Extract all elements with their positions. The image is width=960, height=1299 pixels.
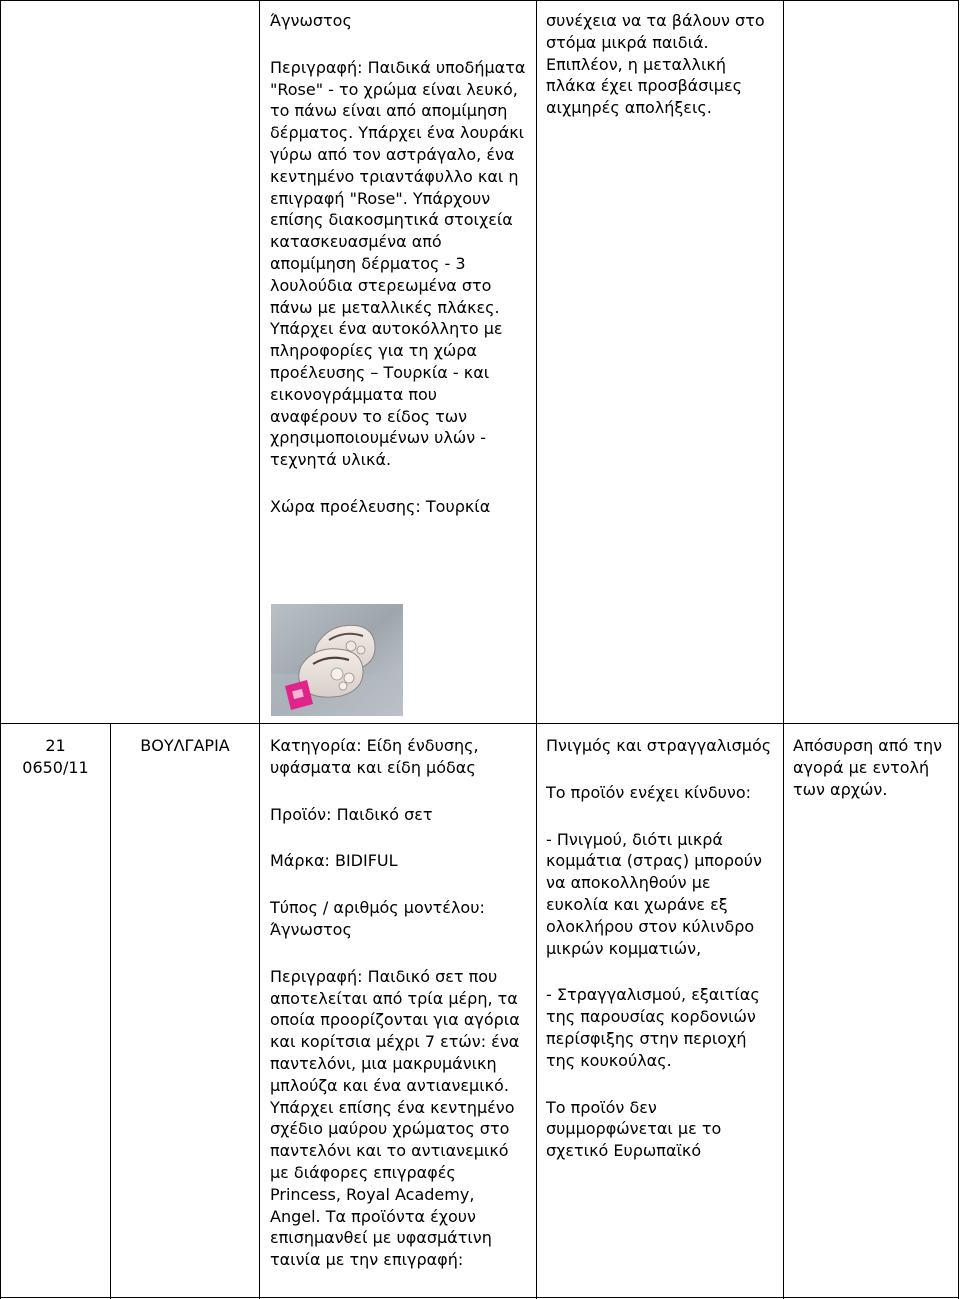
product-details-cell-21 — [270, 735, 528, 1271]
table-border-left — [0, 0, 1, 1299]
baby-shoes-image — [271, 604, 403, 716]
notifying-country-cell — [111, 735, 259, 757]
risk-strangulation: - Στραγγαλισμού, εξαιτίας της παρουσίας κορδονιών περίσφιξης στην περιοχή της κουκούλας. — [546, 985, 760, 1070]
column-divider-3 — [536, 0, 537, 1299]
risk-text: συνέχεια να τα βάλουν στο στόμα μικρά παιδιά. Επιπλέον, η μεταλλική πλάκα έχει προσβάσιμες αιχμηρές απολήξεις. — [546, 11, 765, 118]
table-border-top — [0, 0, 959, 1]
row-divider — [0, 723, 959, 724]
risk-choking: - Πνιγμού, διότι μικρά κομμάτια (στρας) μπορούν να αποκολληθούν με ευκολία και χωράνε εξ ολοκλήρου στον κύλινδρο μικρών κομματιών, — [546, 829, 762, 958]
table-border-right — [958, 0, 959, 1299]
column-divider-2 — [259, 0, 260, 1299]
column-divider-1 — [110, 723, 111, 1299]
product-photo — [271, 604, 403, 716]
product-model: Τύπος / αριθμός μοντέλου: Άγνωστος — [270, 898, 485, 939]
product-brand: Μάρκα: BIDIFUL — [270, 851, 398, 871]
risk-compliance: Το προϊόν δεν συμμορφώνεται με το σχετικό Ευρωπαϊκό — [546, 1097, 722, 1161]
product-description: Περιγραφή: Παιδικά υποδήματα "Rose" - το χρώμα είναι λευκό, το πάνω είναι από απομίμηση δέρματος. Υπάρχει ένα λουράκι γύρω από τον αστράγαλο, ένα κεντημένο τριαντάφυλλο και η επιγραφή "Rose". Υπάρχουν επίσης διακοσμητικά στοιχεία κατασκευασμένα από απομίμηση δέρματος - 3 λουλούδια στερεωμένα στο πάνω με μεταλλικές πλάκες. Υπάρχει ένα αυτοκόλλητο με πληροφορίες για τη χώρα προέλευσης – Τουρκία - και εικονογράμματα που αναφέρουν το είδος των χρησιμοποιουμένων υλών - τεχνητά υλικά. — [270, 57, 526, 470]
measures-taken: Απόσυρση από την αγορά με εντολή των αρχών. — [793, 736, 943, 799]
reference-number: 0650/11 — [22, 757, 89, 777]
entry-number-cell — [1, 735, 110, 779]
product-category: Κατηγορία: Είδη ένδυσης, υφάσματα και είδη μόδας — [270, 736, 479, 777]
product-name: Προϊόν: Παιδικό σετ — [270, 804, 433, 824]
risk-type: Πνιγμός και στραγγαλισμός — [546, 736, 772, 755]
product-description-21: Περιγραφή: Παιδικό σετ που αποτελείται από τρία μέρη, τα οποία προορίζονται για αγόρια και κορίτσια μέχρι 7 ετών: ένα παντελόνι, μια μακρυμάνικη μπλούζα και ένα αντιανεμικό. Υπάρχει επίσης ένα κεντημένο σχέδιο μαύρου χρώματος στο παντελόνι και το αντιανεμικό με διάφορες επιγραφές Princess, Royal Academy, Angel. Τα προϊόντα έχουν επισημανθεί με υφασμάτινη ταινία με την επιγραφή: — [270, 966, 520, 1270]
product-details-cell — [270, 10, 528, 518]
column-divider-4 — [783, 0, 784, 1299]
table-border-bottom — [0, 1297, 959, 1298]
risk-continuation-cell — [546, 10, 776, 119]
country-of-origin: Χώρα προέλευσης: Τουρκία — [270, 496, 491, 516]
notifying-country: ΒΟΥΛΓΑΡΙΑ — [140, 736, 230, 755]
risk-intro: Το προϊόν ενέχει κίνδυνο: — [546, 782, 752, 802]
measures-cell — [793, 735, 951, 800]
risk-cell-21 — [546, 735, 778, 1162]
entry-number: 21 — [45, 736, 66, 755]
model-value: Άγνωστος — [270, 11, 352, 30]
